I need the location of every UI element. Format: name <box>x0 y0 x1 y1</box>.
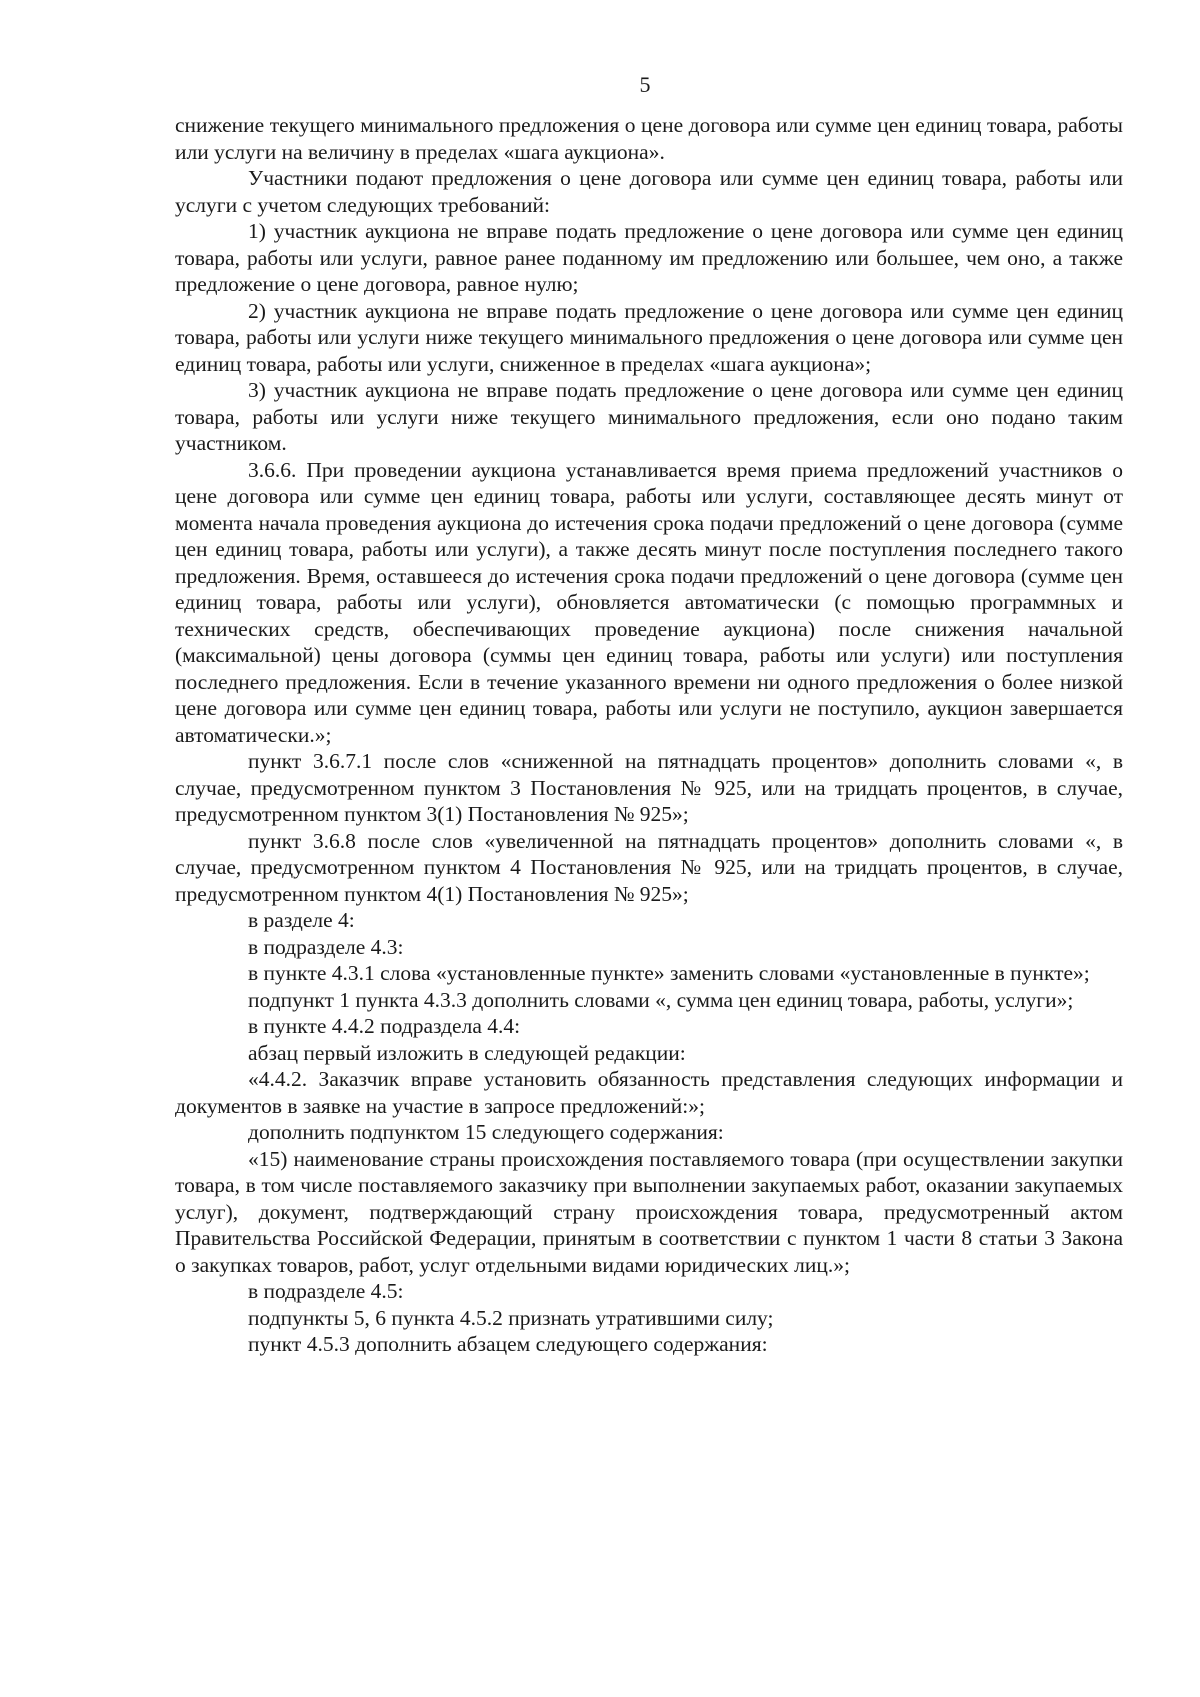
paragraph: в разделе 4: <box>248 908 355 932</box>
paragraph: абзац первый изложить в следующей редакции: <box>248 1040 686 1065</box>
paragraph: 1) участник аукциона не вправе подать предложение о цене договора или сумме цен единиц товара, работы или услуги, равное ранее поданному им предложению или большее, чем оно, а также предложение о цене договора, равное нулю; <box>175 219 1123 296</box>
paragraph: пункт 3.6.8 после слов «увеличенной на пятнадцать процентов» дополнить словами «, в случае, предусмотренном пунктом 4 Постановления № 925, или на тридцать процентов, в случае, предусмотренном пунктом 4(1) Постановления № 925»; <box>175 828 1123 906</box>
paragraph: дополнить подпунктом 15 следующего содержания: <box>248 1120 724 1144</box>
paragraph: «15) наименование страны происхождения поставляемого товара (при осуществлении закупки товара, в том числе поставляемого заказчику при выполнении закупаемых работ, оказании закупаемых услуг), документ, подтверждающий страну происхождения товара, предусмотренный актом Правительства Российской Федерации, принятым в соответствии с пунктом 1 части 8 статьи 3 Закона о закупках товаров, работ, услуг отдельными видами юридических лиц.»; <box>175 1146 1123 1277</box>
paragraph: подпункт 1 пункта 4.3.3 дополнить словами «, сумма цен единиц товара, работы, услуги»; <box>248 987 1074 1012</box>
paragraph: пункт 4.5.3 дополнить абзацем следующего содержания: <box>248 1332 768 1356</box>
paragraph: Участники подают предложения о цене договора или сумме цен единиц товара, работы или услуги с учетом следующих требований: <box>175 166 1123 217</box>
page-number: 5 <box>639 72 651 97</box>
paragraph: снижение текущего минимального предложения о цене договора или сумме цен единиц товара, работы или услуги на величину в пределах «шага аукциона». <box>175 113 1123 164</box>
paragraph: в подразделе 4.3: <box>248 934 404 959</box>
paragraph: 3.6.6. При проведении аукциона устанавливается время приема предложений участников о цене договора или сумме цен единиц товара, работы или услуги, составляющее десять минут от момента начала проведения аукциона до истечения срока подачи предложений о цене договора (сумме цен единиц товара, работы или услуги), а также десять минут после поступления последнего такого предложения. Время, оставшееся до истечения срока подачи предложений о цене договора (сумме цен единиц товара, работы или услуги), обновляется автоматически (с помощью программных и технических средств, обеспечивающих проведение аукциона) после снижения начальной (максимальной) цены договора (суммы цен единиц товара, работы или услуги) или поступления последнего предложения. Если в течение указанного времени ни одного предложения о более низкой цене договора или сумме цен единиц товара, работы или услуги не поступило, аукцион завершается автоматически.»; <box>175 457 1123 747</box>
paragraph: 3) участник аукциона не вправе подать предложение о цене договора или сумме цен единиц товара, работы или услуги ниже текущего минимального предложения, если оно подано таким участником. <box>175 378 1123 455</box>
document-body <box>175 112 1123 1358</box>
paragraph: в подразделе 4.5: <box>248 1279 404 1303</box>
paragraph: пункт 3.6.7.1 после слов «сниженной на пятнадцать процентов» дополнить словами «, в случае, предусмотренном пунктом 3 Постановления № 925, или на тридцать процентов, в случае, предусмотренном пунктом 3(1) Постановления № 925»; <box>175 749 1123 826</box>
paragraph: в пункте 4.3.1 слова «установленные пункте» заменить словами «установленные в пункте»; <box>248 961 1090 985</box>
paragraph: «4.4.2. Заказчик вправе установить обязанность представления следующих информации и документов в заявке на участие в запросе предложений:»; <box>175 1067 1123 1118</box>
paragraph: 2) участник аукциона не вправе подать предложение о цене договора или сумме цен единиц товара, работы или услуги ниже текущего минимального предложения о цене договора или сумме цен единиц товара, работы или услуги, сниженное в пределах «шага аукциона»; <box>175 298 1123 376</box>
paragraph: в пункте 4.4.2 подраздела 4.4: <box>248 1014 521 1038</box>
paragraph: подпункты 5, 6 пункта 4.5.2 признать утратившими силу; <box>248 1305 774 1330</box>
